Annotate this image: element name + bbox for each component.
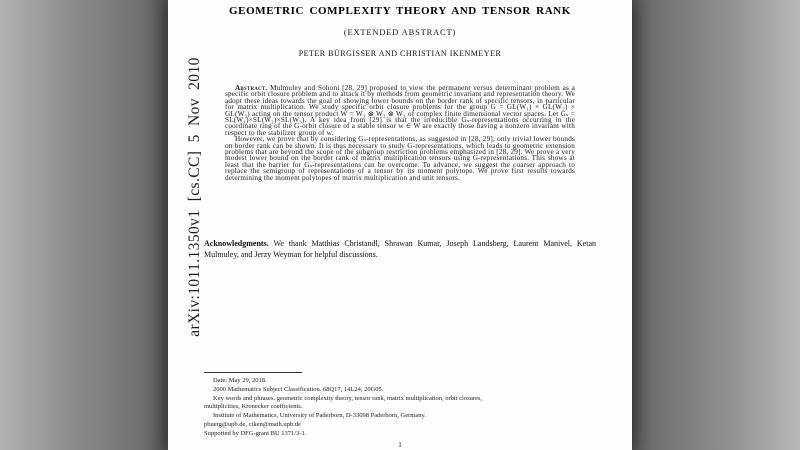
footnote-support: Supported by DFG-grant BU 1371/3-1. <box>204 429 307 437</box>
footnote-keywords-line1: Key words and phrases. geometric complexity theory, tensor rank, matrix multiplication, orbit closures, <box>213 394 483 402</box>
footnote-affiliation: Institute of Mathematics, University of Paderborn, D-33098 Paderborn, Germany. <box>213 412 426 420</box>
paper-page <box>168 0 632 450</box>
arxiv-watermark: arXiv:1011.1350v1 [cs.CC] 5 Nov 2010 <box>186 57 203 337</box>
paper-authors: PETER BÜRGISSER AND CHRISTIAN IKENMEYER <box>298 49 502 58</box>
footnotes-section <box>204 377 596 439</box>
footnote-keywords-line2: multiplicities, Kronecker coefficients. <box>204 403 303 411</box>
abstract-text-1: Mulmuley and Sohoni [28, 29] proposed to view the permanent versus determinant problem as a specific orbit closure problem and to attack it by methods from geometric invariant and representation theory. We adopt these ideas towards the goal of showing lower bounds on the border rank of specific tensors, in particular for matrix multiplication. We study specific orbit closure problems for the group G = GL(W₁) × GL(W₂) × GL(W₃) acting on the tensor product W = W₁ ⊗ W₂ ⊗ W₃ of complex finite dimensional vector spaces. Let Gₛ = SL(W₁)×SL(W₂)×SL(W₃). A key idea from [29] is that the irreducible Gₛ-representations occurring in the coordinate ring of the G-orbit closure of a stable tensor w ∈ W are exactly those having a nonzero invariant with respect to the stabilizer group of w. <box>225 84 576 137</box>
abstract-paragraph-2: However, we prove that by considering Gₛ-representations, as suggested in [28, 29], only trivial lower bounds on border rank can be shown. It is thus necessary to study G-representations, which leads to geometric extension problems that are beyond the scope of the subgroup restriction problems emphasized in [28, 29]. We prove a very modest lower bound on the border rank of matrix multiplication tensors using G-representations. This shows at least that the barrier for Gₛ-representations can be overcome. To advance, we suggest the coarser approach to replace the semigroup of representations of a tensor by its moment polytope. We prove first results towards determining the moment polytopes of matrix multiplication and unit tensors. <box>225 135 575 182</box>
footnote-emails: pbuerg@upb.de, ciken@math.upb.de <box>204 420 301 428</box>
footnote-date: Date: May 29, 2018. <box>213 377 267 384</box>
acknowledgments-section <box>204 239 596 260</box>
abstract-label: Abstract. <box>235 84 268 92</box>
acknowledgments-label: Acknowledgments. <box>204 239 269 248</box>
footnote-msc: 2000 Mathematics Subject Classification. 68Q17, 14L24, 20G05. <box>213 385 384 393</box>
abstract-section <box>225 85 575 181</box>
acknowledgments-text: We thank Matthias Christandl, Shrawan Kumar, Joseph Landsberg, Laurent Manivel, Ketan Mulmuley, and Jerzy Weyman for helpful discussions. <box>204 239 596 259</box>
page-number: 1 <box>398 441 402 449</box>
footnote-rule <box>204 372 302 373</box>
paper-title: GEOMETRIC COMPLEXITY THEORY AND TENSOR RANK <box>229 5 571 17</box>
abstract-paragraph-1 <box>225 85 575 136</box>
paper-subtitle: (EXTENDED ABSTRACT) <box>343 27 457 37</box>
